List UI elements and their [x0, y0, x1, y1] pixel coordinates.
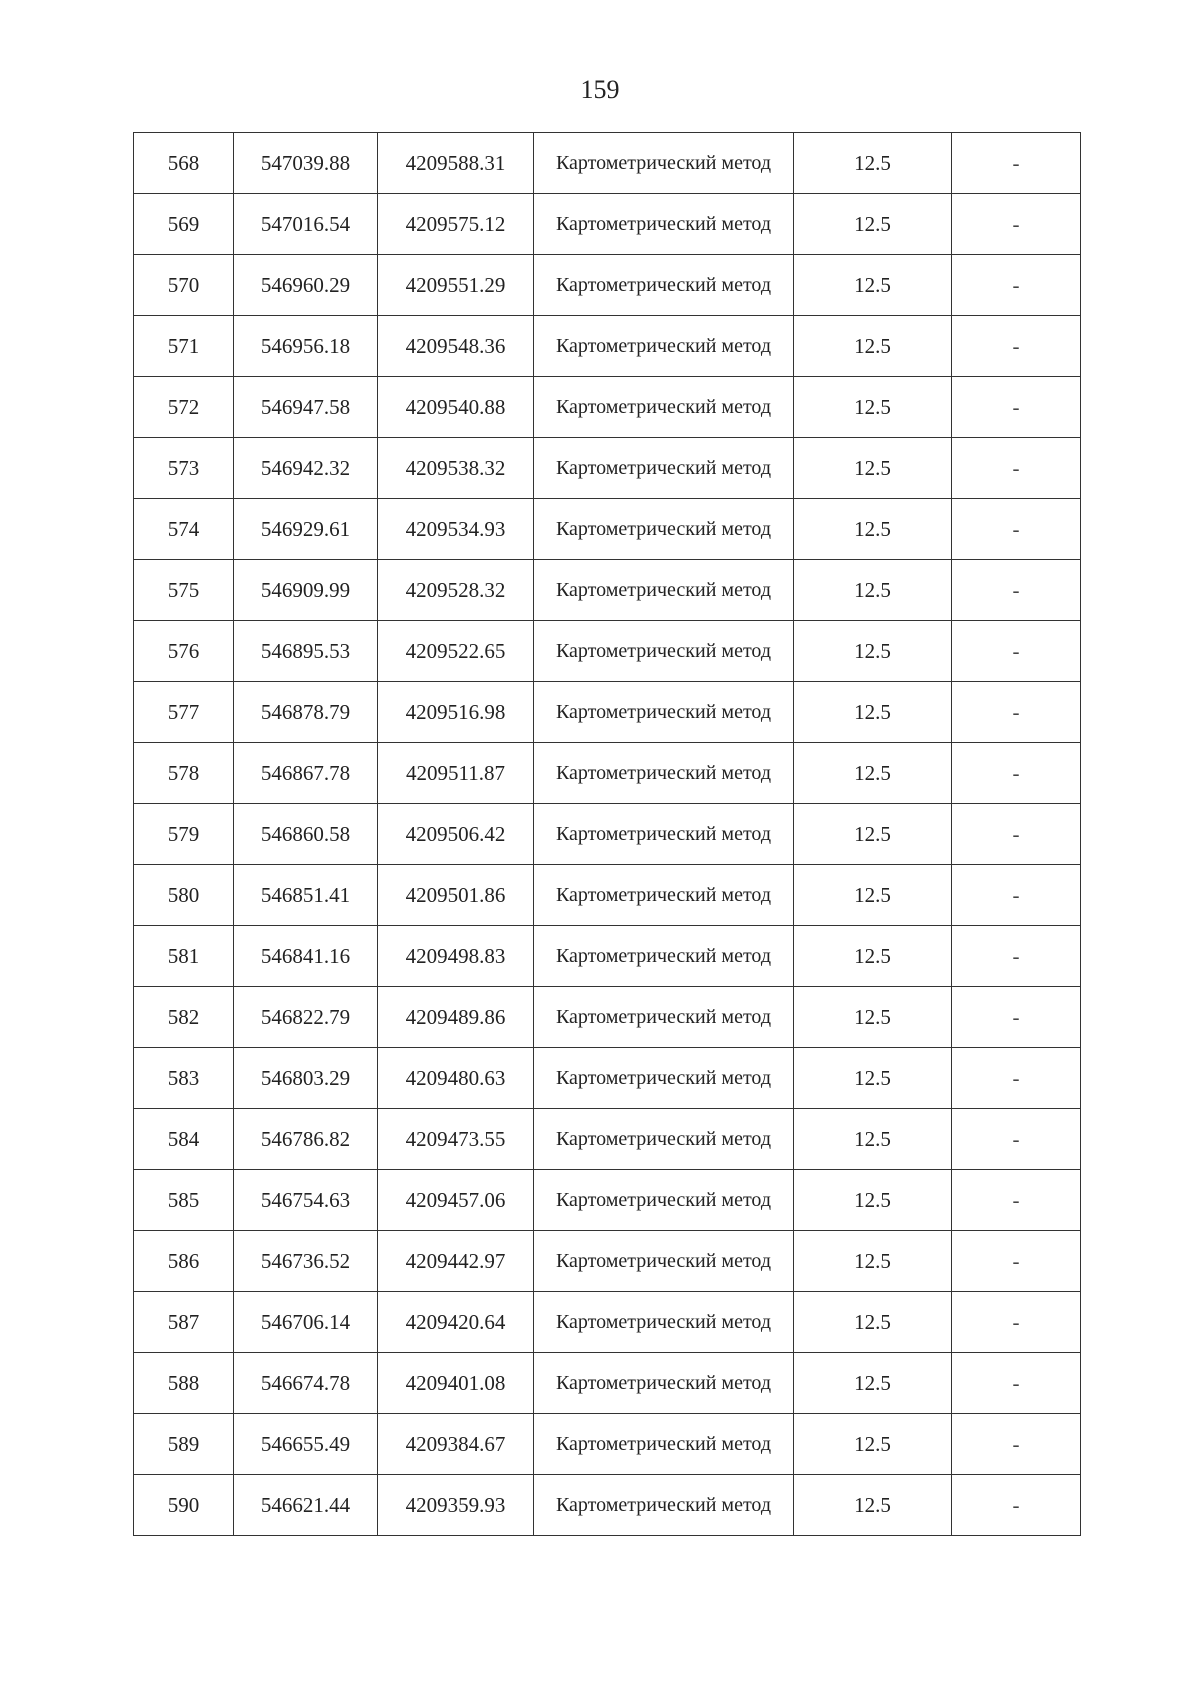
table-row: [134, 194, 1081, 255]
precision-cell: 12.5: [794, 133, 952, 194]
coordinate-y-cell: 4209442.97: [378, 1231, 534, 1292]
table-row: [134, 621, 1081, 682]
point-number-cell: 586: [134, 1231, 234, 1292]
method-cell: Картометрический метод: [534, 1231, 794, 1292]
point-number-cell: 572: [134, 377, 234, 438]
note-cell: -: [952, 682, 1081, 743]
coordinate-y-cell: 4209401.08: [378, 1353, 534, 1414]
coordinate-y-cell: 4209540.88: [378, 377, 534, 438]
coordinates-table: [133, 132, 1081, 1536]
coordinate-x-cell: 546674.78: [234, 1353, 378, 1414]
method-cell: Картометрический метод: [534, 621, 794, 682]
coordinate-y-cell: 4209575.12: [378, 194, 534, 255]
method-cell: Картометрический метод: [534, 438, 794, 499]
precision-cell: 12.5: [794, 1048, 952, 1109]
method-cell: Картометрический метод: [534, 1109, 794, 1170]
coordinate-y-cell: 4209420.64: [378, 1292, 534, 1353]
note-cell: -: [952, 621, 1081, 682]
table-row: [134, 1048, 1081, 1109]
method-cell: Картометрический метод: [534, 377, 794, 438]
point-number-cell: 575: [134, 560, 234, 621]
coordinate-y-cell: 4209473.55: [378, 1109, 534, 1170]
coordinate-x-cell: 546786.82: [234, 1109, 378, 1170]
note-cell: -: [952, 865, 1081, 926]
coordinate-y-cell: 4209522.65: [378, 621, 534, 682]
note-cell: -: [952, 1048, 1081, 1109]
note-cell: -: [952, 133, 1081, 194]
method-cell: Картометрический метод: [534, 133, 794, 194]
coordinate-x-cell: 546895.53: [234, 621, 378, 682]
point-number-cell: 581: [134, 926, 234, 987]
coordinate-y-cell: 4209538.32: [378, 438, 534, 499]
table-row: [134, 560, 1081, 621]
coordinate-x-cell: 546655.49: [234, 1414, 378, 1475]
point-number-cell: 577: [134, 682, 234, 743]
table-row: [134, 1292, 1081, 1353]
note-cell: -: [952, 1170, 1081, 1231]
note-cell: -: [952, 1414, 1081, 1475]
table-row: [134, 1231, 1081, 1292]
table-row: [134, 1170, 1081, 1231]
point-number-cell: 583: [134, 1048, 234, 1109]
coordinate-x-cell: 546947.58: [234, 377, 378, 438]
table-row: [134, 377, 1081, 438]
method-cell: Картометрический метод: [534, 255, 794, 316]
method-cell: Картометрический метод: [534, 1475, 794, 1536]
note-cell: -: [952, 1292, 1081, 1353]
precision-cell: 12.5: [794, 926, 952, 987]
note-cell: -: [952, 987, 1081, 1048]
point-number-cell: 579: [134, 804, 234, 865]
precision-cell: 12.5: [794, 621, 952, 682]
coordinate-y-cell: 4209548.36: [378, 316, 534, 377]
precision-cell: 12.5: [794, 1475, 952, 1536]
coordinate-y-cell: 4209498.83: [378, 926, 534, 987]
method-cell: Картометрический метод: [534, 194, 794, 255]
coordinate-y-cell: 4209588.31: [378, 133, 534, 194]
table-row: [134, 1353, 1081, 1414]
coordinate-x-cell: 546754.63: [234, 1170, 378, 1231]
note-cell: -: [952, 316, 1081, 377]
note-cell: -: [952, 743, 1081, 804]
precision-cell: 12.5: [794, 560, 952, 621]
coordinate-y-cell: 4209551.29: [378, 255, 534, 316]
coordinate-x-cell: 546929.61: [234, 499, 378, 560]
method-cell: Картометрический метод: [534, 1048, 794, 1109]
precision-cell: 12.5: [794, 499, 952, 560]
coordinate-x-cell: 546867.78: [234, 743, 378, 804]
coordinate-y-cell: 4209528.32: [378, 560, 534, 621]
method-cell: Картометрический метод: [534, 682, 794, 743]
precision-cell: 12.5: [794, 743, 952, 804]
method-cell: Картометрический метод: [534, 926, 794, 987]
coordinate-y-cell: 4209501.86: [378, 865, 534, 926]
table-row: [134, 1109, 1081, 1170]
coordinate-x-cell: 546621.44: [234, 1475, 378, 1536]
table-row: [134, 743, 1081, 804]
method-cell: Картометрический метод: [534, 804, 794, 865]
table-row: [134, 316, 1081, 377]
method-cell: Картометрический метод: [534, 743, 794, 804]
coordinate-x-cell: 547016.54: [234, 194, 378, 255]
point-number-cell: 587: [134, 1292, 234, 1353]
coordinate-x-cell: 546822.79: [234, 987, 378, 1048]
coordinate-x-cell: 546706.14: [234, 1292, 378, 1353]
method-cell: Картометрический метод: [534, 987, 794, 1048]
point-number-cell: 582: [134, 987, 234, 1048]
precision-cell: 12.5: [794, 1231, 952, 1292]
point-number-cell: 589: [134, 1414, 234, 1475]
precision-cell: 12.5: [794, 1109, 952, 1170]
table-row: [134, 682, 1081, 743]
table-row: [134, 865, 1081, 926]
note-cell: -: [952, 926, 1081, 987]
point-number-cell: 588: [134, 1353, 234, 1414]
method-cell: Картометрический метод: [534, 1353, 794, 1414]
precision-cell: 12.5: [794, 1292, 952, 1353]
coordinate-y-cell: 4209516.98: [378, 682, 534, 743]
note-cell: -: [952, 194, 1081, 255]
point-number-cell: 571: [134, 316, 234, 377]
note-cell: -: [952, 560, 1081, 621]
table-row: [134, 438, 1081, 499]
precision-cell: 12.5: [794, 987, 952, 1048]
point-number-cell: 578: [134, 743, 234, 804]
table-row: [134, 133, 1081, 194]
precision-cell: 12.5: [794, 438, 952, 499]
point-number-cell: 568: [134, 133, 234, 194]
method-cell: Картометрический метод: [534, 316, 794, 377]
coordinate-y-cell: 4209511.87: [378, 743, 534, 804]
table-row: [134, 926, 1081, 987]
table-row: [134, 499, 1081, 560]
precision-cell: 12.5: [794, 865, 952, 926]
note-cell: -: [952, 1475, 1081, 1536]
note-cell: -: [952, 1353, 1081, 1414]
coordinate-y-cell: 4209489.86: [378, 987, 534, 1048]
coordinate-x-cell: 546942.32: [234, 438, 378, 499]
coordinate-y-cell: 4209480.63: [378, 1048, 534, 1109]
method-cell: Картометрический метод: [534, 865, 794, 926]
point-number-cell: 590: [134, 1475, 234, 1536]
point-number-cell: 574: [134, 499, 234, 560]
coordinate-x-cell: 546878.79: [234, 682, 378, 743]
point-number-cell: 576: [134, 621, 234, 682]
method-cell: Картометрический метод: [534, 560, 794, 621]
precision-cell: 12.5: [794, 255, 952, 316]
note-cell: -: [952, 499, 1081, 560]
point-number-cell: 584: [134, 1109, 234, 1170]
table-row: [134, 804, 1081, 865]
coordinate-x-cell: 546851.41: [234, 865, 378, 926]
coordinate-x-cell: 546736.52: [234, 1231, 378, 1292]
precision-cell: 12.5: [794, 316, 952, 377]
coordinate-x-cell: 546860.58: [234, 804, 378, 865]
precision-cell: 12.5: [794, 1353, 952, 1414]
coordinate-x-cell: 546841.16: [234, 926, 378, 987]
coordinates-table-body: [134, 133, 1081, 1536]
coordinate-y-cell: 4209457.06: [378, 1170, 534, 1231]
method-cell: Картометрический метод: [534, 1414, 794, 1475]
table-row: [134, 987, 1081, 1048]
note-cell: -: [952, 804, 1081, 865]
note-cell: -: [952, 1231, 1081, 1292]
note-cell: -: [952, 438, 1081, 499]
coordinate-x-cell: 547039.88: [234, 133, 378, 194]
coordinate-x-cell: 546803.29: [234, 1048, 378, 1109]
note-cell: -: [952, 377, 1081, 438]
coordinate-x-cell: 546960.29: [234, 255, 378, 316]
note-cell: -: [952, 255, 1081, 316]
point-number-cell: 573: [134, 438, 234, 499]
point-number-cell: 570: [134, 255, 234, 316]
coordinate-y-cell: 4209506.42: [378, 804, 534, 865]
point-number-cell: 569: [134, 194, 234, 255]
point-number-cell: 580: [134, 865, 234, 926]
coordinate-x-cell: 546956.18: [234, 316, 378, 377]
method-cell: Картометрический метод: [534, 1170, 794, 1231]
precision-cell: 12.5: [794, 804, 952, 865]
method-cell: Картометрический метод: [534, 1292, 794, 1353]
page-number: 159: [580, 75, 620, 104]
precision-cell: 12.5: [794, 377, 952, 438]
table-row: [134, 1414, 1081, 1475]
precision-cell: 12.5: [794, 194, 952, 255]
precision-cell: 12.5: [794, 682, 952, 743]
coordinate-x-cell: 546909.99: [234, 560, 378, 621]
point-number-cell: 585: [134, 1170, 234, 1231]
coordinate-y-cell: 4209384.67: [378, 1414, 534, 1475]
table-row: [134, 255, 1081, 316]
precision-cell: 12.5: [794, 1170, 952, 1231]
precision-cell: 12.5: [794, 1414, 952, 1475]
coordinate-y-cell: 4209359.93: [378, 1475, 534, 1536]
table-row: [134, 1475, 1081, 1536]
coordinate-y-cell: 4209534.93: [378, 499, 534, 560]
note-cell: -: [952, 1109, 1081, 1170]
method-cell: Картометрический метод: [534, 499, 794, 560]
